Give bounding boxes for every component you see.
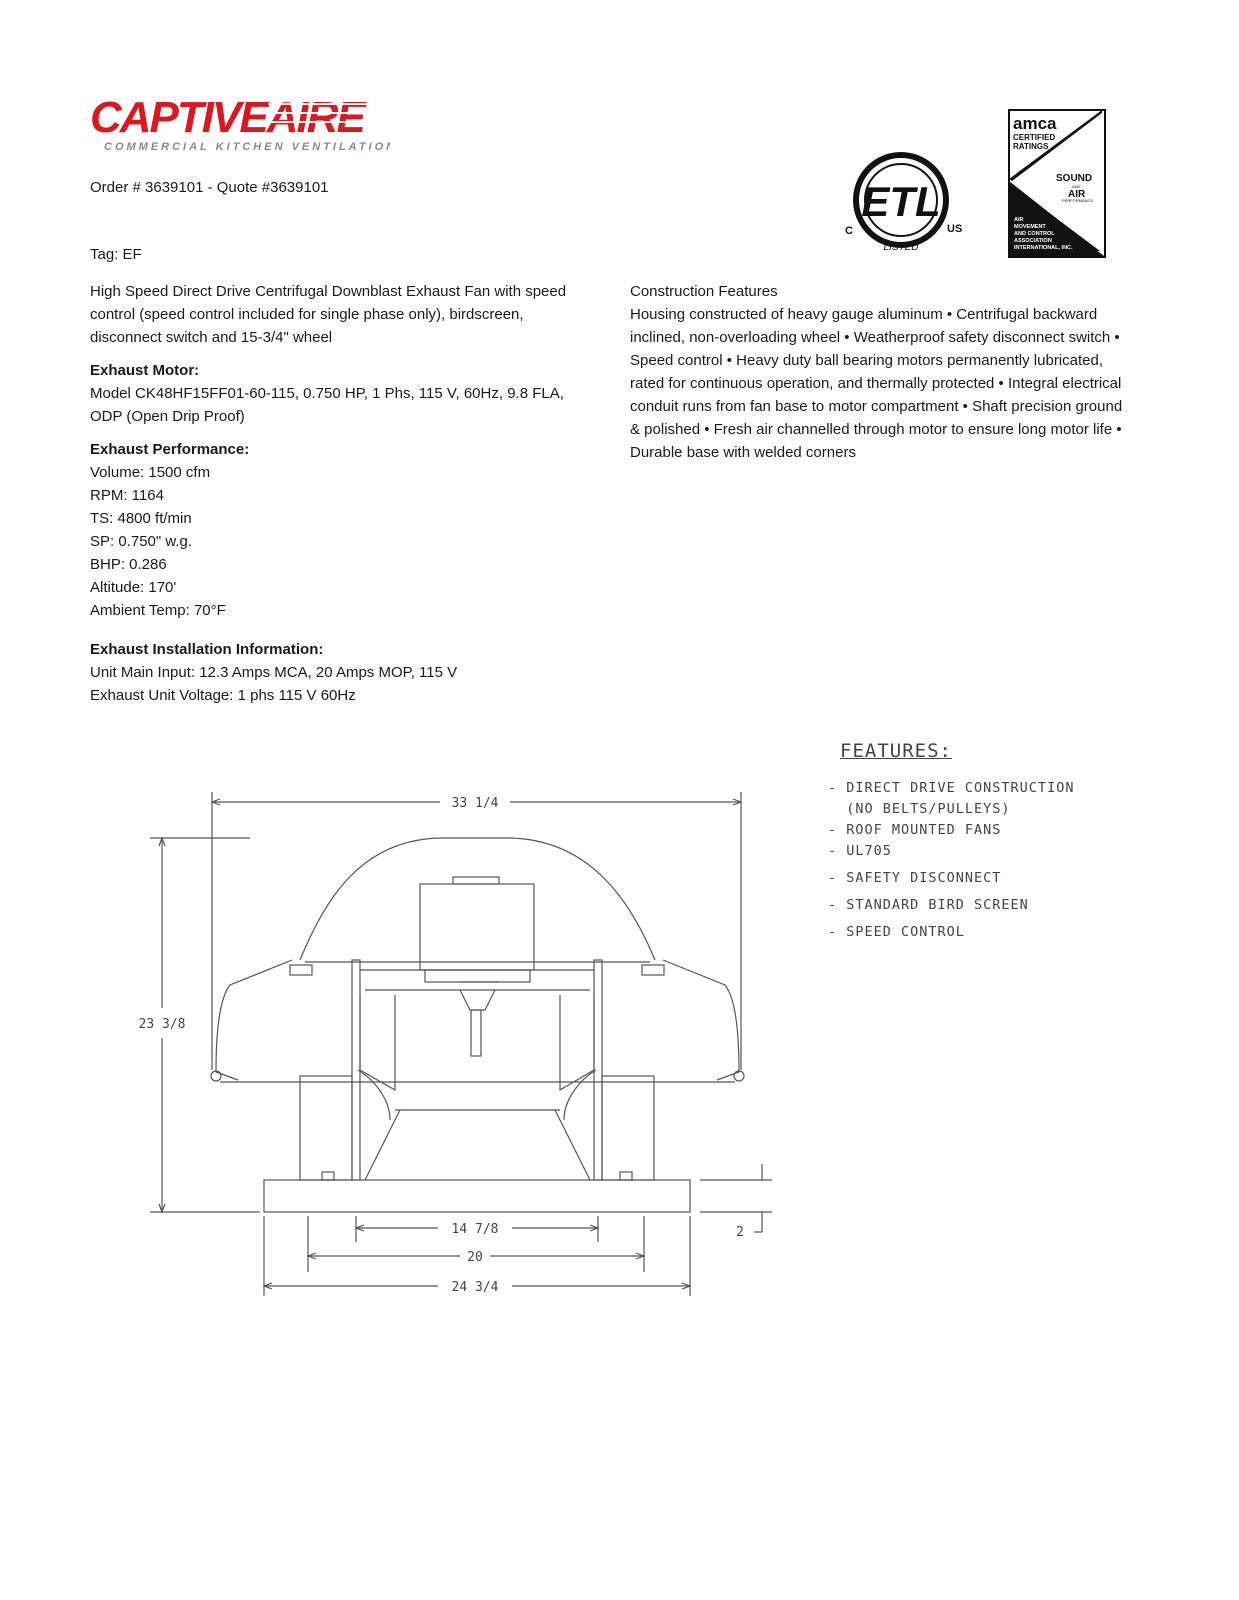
construction-features-section: [630, 280, 1125, 464]
etl-letters: ETL: [861, 178, 941, 225]
amca-air: AIR: [1068, 189, 1086, 200]
etl-listed: LISTED: [883, 242, 919, 253]
etl-listed-mark: [843, 152, 967, 256]
perf-volume: Volume: 1500 cfm: [90, 464, 211, 481]
install-voltage: Exhaust Unit Voltage: 1 phs 115 V 60Hz: [90, 687, 356, 704]
exhaust-performance-section: [90, 438, 570, 622]
etl-us: US: [947, 223, 963, 235]
construction-text: Housing constructed of heavy gauge aluminum • Centrifugal backward inclined, non-overloading wheel • Weatherproof safety disconnect switch • Speed control • Heavy duty ball bearing motors permanently lubricated, rated for continuous operation, and thermally protected • Integral electrical conduit runs from fan base to motor compartment • Shaft precision ground & polished • Fresh air channelled through motor to ensure long motor life • Durable base with welded corners: [630, 306, 1123, 461]
etl-c: C: [845, 225, 853, 237]
features-title: FEATURES:: [840, 740, 952, 762]
performance-heading: Exhaust Performance:: [90, 441, 250, 458]
dim-inner-label: 14 7/8: [451, 1222, 499, 1237]
motor-heading: Exhaust Motor:: [90, 362, 200, 379]
amca-org3: AND CONTROL: [1014, 231, 1055, 237]
dim-width-label: 33 1/4: [451, 796, 499, 811]
amca-org1: AIR: [1014, 217, 1024, 223]
amca-org4: ASSOCIATION: [1014, 238, 1052, 244]
fan-dimension-drawing: [120, 780, 800, 1320]
feature-item: (NO BELTS/PULLEYS): [828, 801, 1011, 817]
amca-org2: MOVEMENT: [1014, 224, 1046, 230]
dim-base-label: 24 3/4: [451, 1280, 499, 1295]
construction-heading: Construction Features: [630, 283, 778, 300]
logo-wordmark: CAPTIVEAIRE: [90, 93, 364, 142]
perf-ts: TS: 4800 ft/min: [90, 510, 192, 527]
amca-org5: INTERNATIONAL, INC.: [1014, 245, 1073, 251]
amca-certified-seal: [1008, 109, 1106, 258]
dim-mid-label: 20: [467, 1250, 483, 1265]
amca-sub1: CERTIFIED: [1013, 133, 1056, 142]
product-description: High Speed Direct Drive Centrifugal Downblast Exhaust Fan with speed control (speed control included for single phase only), birdscreen, disconnect switch and 15-3/4" wheel: [90, 283, 567, 346]
captiveaire-logo: [90, 92, 390, 158]
install-main-input: Unit Main Input: 12.3 Amps MCA, 20 Amps MOP, 115 V: [90, 664, 458, 681]
feature-item: - SAFETY DISCONNECT: [828, 870, 1002, 886]
tag-line: Tag: EF: [90, 246, 142, 263]
perf-sp: SP: 0.750" w.g.: [90, 533, 193, 550]
dim-curb-label: 2: [736, 1225, 744, 1240]
amca-and: AND: [1072, 184, 1081, 189]
installation-heading: Exhaust Installation Information:: [90, 641, 324, 658]
perf-ambient-temp: Ambient Temp: 70°F: [90, 602, 226, 619]
perf-rpm: RPM: 1164: [90, 487, 164, 504]
dim-height-label: 23 3/8: [138, 1017, 186, 1032]
amca-title: amca: [1013, 114, 1057, 133]
motor-text: Model CK48HF15FF01-60-115, 0.750 HP, 1 Phs, 115 V, 60Hz, 9.8 FLA, ODP (Open Drip Proof): [90, 385, 564, 425]
features-list: [828, 740, 1128, 943]
amca-sound: SOUND: [1056, 173, 1093, 184]
feature-item: - SPEED CONTROL: [828, 924, 965, 940]
feature-item: - STANDARD BIRD SCREEN: [828, 897, 1029, 913]
amca-sub2: RATINGS: [1013, 142, 1049, 151]
logo-tagline: COMMERCIAL KITCHEN VENTILATION: [104, 141, 390, 153]
feature-item: - DIRECT DRIVE CONSTRUCTION: [828, 780, 1075, 796]
exhaust-motor-section: [90, 359, 570, 428]
perf-altitude: Altitude: 170': [90, 579, 177, 596]
perf-bhp: BHP: 0.286: [90, 556, 167, 573]
amca-perf: PERFORMANCE: [1062, 198, 1094, 203]
installation-section: [90, 638, 570, 707]
feature-item: - ROOF MOUNTED FANS: [828, 822, 1002, 838]
feature-item: - UL705: [828, 843, 892, 859]
order-quote-line: Order # 3639101 - Quote #3639101: [90, 179, 329, 196]
